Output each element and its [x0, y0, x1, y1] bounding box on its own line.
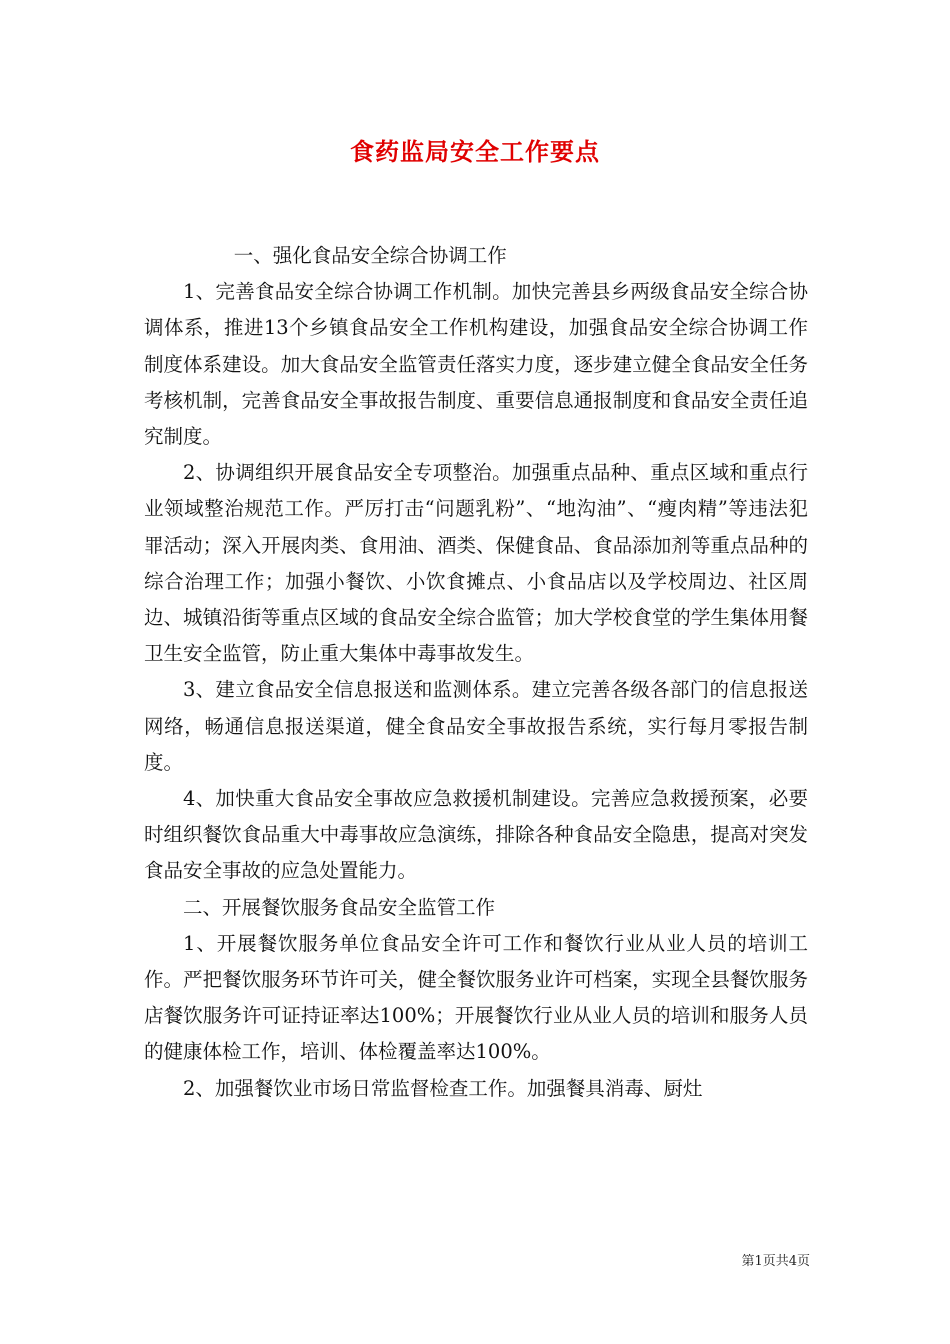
paragraph: 2、协调组织开展食品安全专项整治。加强重点品种、重点区域和重点行业领域整治规范工作。严厉打击“问题乳粉”、“地沟油”、“瘦肉精”等违法犯罪活动；深入开展肉类、食用油、酒类、保健食品、食品添加剂等重点品种的综合治理工作；加强小餐饮、小饮食摊点、小食品店以及学校周边、社区周边、城镇沿街等重点区域的食品安全综合监管；加大学校食堂的学生集体用餐卫生安全监管，防止重大集体中毒事故发生。 — [144, 461, 808, 666]
paragraph: 1、开展餐饮服务单位食品安全许可工作和餐饮行业从业人员的培训工作。严把餐饮服务环节许可关，健全餐饮服务业许可档案，实现全县餐饮服务店餐饮服务许可证持证率达100%；开展餐饮行业从业人员的培训和服务人员的健康体检工作，培训、体检覆盖率达100%。 — [144, 931, 808, 1064]
paragraph: 2、加强餐饮业市场日常监督检查工作。加强餐具消毒、厨灶 — [183, 1076, 703, 1100]
paragraph: 4、加快重大食品安全事故应急救援机制建设。完善应急救援预案，必要时组织餐饮食品重大中毒事故应急演练，排除各种食品安全隐患，提高对突发食品安全事故的应急处置能力。 — [144, 787, 808, 883]
paragraph: 1、完善食品安全综合协调工作机制。加快完善县乡两级食品安全综合协调体系，推进13个乡镇食品安全工作机构建设，加强食品安全综合协调工作制度体系建设。加大食品安全监管责任落实力度，逐步建立健全食品安全任务考核机制，完善食品安全事故报告制度、重要信息通报制度和食品安全责任追究制度。 — [144, 280, 808, 449]
paragraph: 3、建立食品安全信息报送和监测体系。建立完善各级各部门的信息报送网络，畅通信息报送渠道，健全食品安全事故报告系统，实行每月零报告制度。 — [144, 678, 808, 774]
section-heading: 二、开展餐饮服务食品安全监管工作 — [183, 895, 496, 919]
document-title: 食药监局安全工作要点 — [350, 138, 600, 166]
document-body — [144, 238, 808, 1107]
section-heading: 一、强化食品安全综合协调工作 — [233, 244, 507, 267]
page-number: 第1页共4页 — [741, 1254, 810, 1269]
